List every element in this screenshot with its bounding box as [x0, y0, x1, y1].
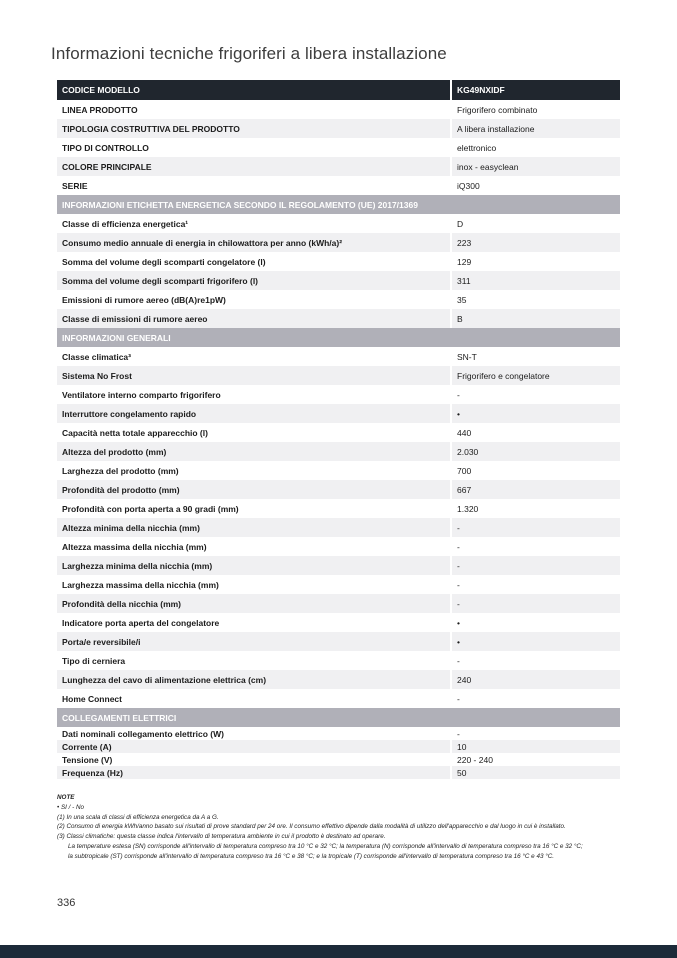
row-label: TIPO DI CONTROLLO	[62, 142, 149, 153]
table-row	[57, 366, 620, 385]
table-row	[57, 176, 620, 195]
section-header: COLLEGAMENTI ELETTRICI	[57, 708, 620, 727]
row-value: -	[450, 651, 620, 670]
notes-section	[57, 793, 620, 861]
table-row	[57, 233, 620, 252]
row-label: Emissioni di rumore aereo (dB(A)re1pW)	[62, 294, 226, 305]
row-label: Profondità del prodotto (mm)	[62, 484, 180, 495]
table-body	[57, 100, 620, 779]
row-label: Altezza del prodotto (mm)	[62, 446, 167, 457]
row-value: D	[450, 214, 620, 233]
row-label: Sistema No Frost	[62, 370, 132, 381]
row-label: Porta/e reversibile/i	[62, 636, 141, 647]
row-value: SN-T	[450, 347, 620, 366]
table-row	[57, 499, 620, 518]
table-row	[57, 689, 620, 708]
table-row	[57, 347, 620, 366]
table-row	[57, 157, 620, 176]
table-row	[57, 461, 620, 480]
table-row	[57, 214, 620, 233]
row-label: COLORE PRINCIPALE	[62, 161, 152, 172]
row-label: Home Connect	[62, 693, 122, 704]
row-value: -	[450, 594, 620, 613]
row-value: -	[450, 537, 620, 556]
row-value: 440	[450, 423, 620, 442]
row-value: -	[450, 518, 620, 537]
note-item: (2) Consumo di energia kWh/anno basato sui risultati di prove standard per 24 ore. Il consumo effettivo dipende dalla modalità di utilizzo dell'apparecchio e dal luogo in cui è installato.	[57, 823, 566, 831]
row-value: 2.030	[450, 442, 620, 461]
section-header: INFORMAZIONI ETICHETTA ENERGETICA SECONDO IL REGOLAMENTO (UE) 2017/1369	[57, 195, 620, 214]
row-label: Classe climatica³	[62, 351, 131, 362]
row-label: Dati nominali collegamento elettrico (W)	[62, 728, 224, 739]
note-item: La temperature estesa (SN) corrisponde all'intervallo di temperatura compreso tra 10 °C e 32 °C; la temperatura (N) corrisponde all'intervallo di temperatura compreso tra 16 °C e 32 °C;	[68, 842, 583, 850]
row-label: Tensione (V)	[62, 754, 113, 765]
note-item: • SI / - No	[57, 803, 85, 811]
table-row	[57, 385, 620, 404]
table-row	[57, 100, 620, 119]
row-value: 667	[450, 480, 620, 499]
table-row	[57, 480, 620, 499]
page-number: 336	[57, 897, 76, 910]
row-label: Consumo medio annuale di energia in chilowattora per anno (kWh/a)²	[62, 237, 343, 248]
note-item: (3) Classi climatiche: questa classe indica l'intervallo di temperatura ambiente in cui il prodotto è destinato ad operare.	[57, 833, 386, 840]
row-label: TIPOLOGIA COSTRUTTIVA DEL PRODOTTO	[62, 123, 240, 134]
row-label: Profondità con porta aperta a 90 gradi (mm)	[62, 503, 239, 514]
spec-table	[57, 80, 620, 779]
row-value: -	[450, 556, 620, 575]
row-label: Larghezza del prodotto (mm)	[62, 465, 179, 476]
table-row	[57, 423, 620, 442]
table-row	[57, 537, 620, 556]
table-row	[57, 290, 620, 309]
table-row	[57, 753, 620, 766]
notes-body	[57, 803, 620, 862]
row-value: B	[450, 309, 620, 328]
row-value: -	[450, 385, 620, 404]
row-value: Frigorifero combinato	[450, 100, 620, 119]
table-row	[57, 119, 620, 138]
row-value: elettronico	[450, 138, 620, 157]
row-value: 10	[450, 740, 620, 753]
table-row	[57, 727, 620, 740]
note-item: (1) In una scala di classi di efficienza energetica da A a G.	[57, 813, 219, 821]
row-label: Classe di efficienza energetica¹	[62, 218, 189, 229]
row-value: 311	[450, 271, 620, 290]
row-label: Larghezza massima della nicchia (mm)	[62, 579, 219, 590]
table-row	[57, 271, 620, 290]
row-value: 129	[450, 252, 620, 271]
row-value: 240	[450, 670, 620, 689]
table-row	[57, 613, 620, 632]
row-label: Somma del volume degli scomparti frigorifero (l)	[62, 275, 259, 286]
row-value: 700	[450, 461, 620, 480]
table-header-label: CODICE MODELLO	[62, 85, 140, 95]
row-value: 1.320	[450, 499, 620, 518]
table-row	[57, 309, 620, 328]
row-label: LINEA PRODOTTO	[62, 104, 138, 115]
row-label: Capacità netta totale apparecchio (l)	[62, 427, 208, 438]
table-row	[57, 670, 620, 689]
table-row	[57, 138, 620, 157]
row-value: •	[450, 613, 620, 632]
row-value: 223	[450, 233, 620, 252]
row-label: Altezza massima della nicchia (mm)	[62, 541, 207, 552]
row-label: Frequenza (Hz)	[62, 767, 123, 778]
row-label: Classe di emissioni di rumore aereo	[62, 313, 208, 324]
row-label: Tipo di cerniera	[62, 655, 126, 666]
notes-title: NOTE	[57, 794, 75, 801]
table-row	[57, 575, 620, 594]
row-value: A libera installazione	[450, 119, 620, 138]
row-value: 35	[450, 290, 620, 309]
table-row	[57, 632, 620, 651]
row-label: Interruttore congelamento rapido	[62, 408, 197, 419]
table-header-row	[57, 80, 620, 100]
table-row	[57, 766, 620, 779]
row-label: Altezza minima della nicchia (mm)	[62, 522, 200, 533]
row-label: Indicatore porta aperta del congelatore	[62, 617, 220, 628]
table-row	[57, 442, 620, 461]
row-value: iQ300	[450, 176, 620, 195]
row-value: -	[450, 689, 620, 708]
table-row	[57, 651, 620, 670]
row-label: Corrente (A)	[62, 741, 112, 752]
bottom-bar	[0, 945, 677, 958]
row-label: Profondità della nicchia (mm)	[62, 598, 182, 609]
row-label: Lunghezza del cavo di alimentazione elettrica (cm)	[62, 674, 267, 685]
row-value: •	[450, 632, 620, 651]
section-header: INFORMAZIONI GENERALI	[57, 328, 620, 347]
row-value: -	[450, 575, 620, 594]
row-label: Ventilatore interno comparto frigorifero	[62, 389, 221, 400]
table-row	[57, 252, 620, 271]
row-value: -	[450, 727, 620, 740]
row-label: Larghezza minima della nicchia (mm)	[62, 560, 213, 571]
table-row	[57, 556, 620, 575]
row-value: 220 - 240	[450, 753, 620, 766]
note-item: la subtropicale (ST) corrisponde all'intervallo di temperatura compreso tra 16 °C e 38 °C; e la tropicale (T) corrisponde all'intervallo di temperatura compreso tra 16 °C e 43 °C.	[68, 852, 555, 860]
row-value: 50	[450, 766, 620, 779]
page-title: Informazioni tecniche frigoriferi a libera installazione	[51, 44, 447, 63]
table-row	[57, 404, 620, 423]
row-value: Frigorifero e congelatore	[450, 366, 620, 385]
row-value: •	[450, 404, 620, 423]
row-value: inox - easyclean	[450, 157, 620, 176]
table-row	[57, 594, 620, 613]
table-header-value: KG49NXIDF	[450, 80, 620, 100]
row-label: Somma del volume degli scomparti congelatore (l)	[62, 256, 266, 267]
table-row	[57, 518, 620, 537]
table-row	[57, 740, 620, 753]
row-label: SERIE	[62, 180, 88, 191]
